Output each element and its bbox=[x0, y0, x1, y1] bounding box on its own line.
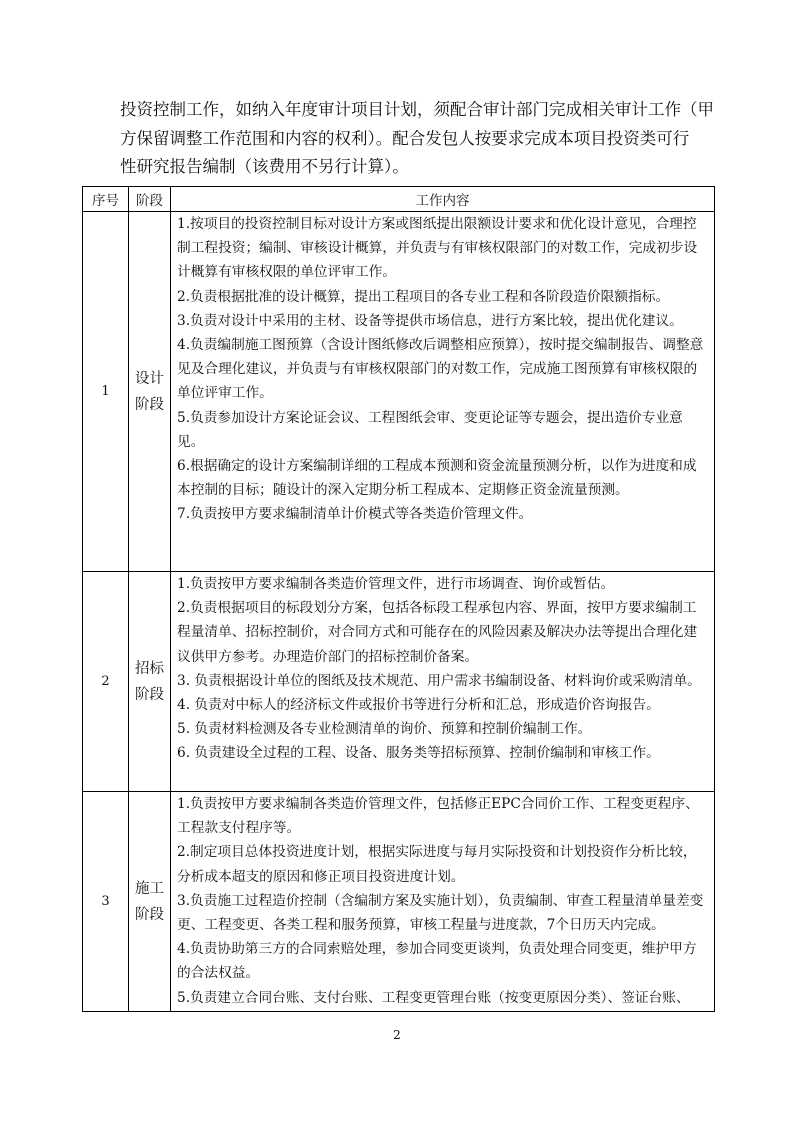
content-item: 2.制定项目总体投资进度计划，根据实际进度与每月实际投资和计划投资作分析比较，分析成本超支的原因和修正项目投资进度计划。 bbox=[177, 844, 697, 885]
content-item: 2.负责根据批准的设计概算，提出工程项目的各专业工程和各阶段造价限额指标。 bbox=[177, 288, 670, 305]
row-number: 3 bbox=[83, 792, 129, 1012]
row-phase bbox=[129, 792, 171, 1012]
intro-line: 投资控制工作，如纳入年度审计项目计划，须配合审计部门完成相关审计工作（甲 bbox=[120, 100, 714, 119]
content-item: 1.负责按甲方要求编制各类造价管理文件，进行市场调查、询价或暂估。 bbox=[177, 576, 615, 592]
header-work-content: 工作内容 bbox=[171, 187, 715, 212]
row-content bbox=[171, 572, 715, 792]
content-item: 7.负责按甲方要求编制清单计价模式等各类造价管理文件。 bbox=[177, 506, 533, 523]
content-item: 3.负责施工过程造价控制（含编制方案及实施计划），负责编制、审查工程量清单量差变更、工程变更、各类工程和服务预算，审核工程量与进度款，7个日历天内完成。 bbox=[177, 892, 704, 934]
content-item: 4.负责编制施工图预算（含设计图纸修改后调整相应预算），按时提交编制报告、调整意见及合理化建议，并负责与有审核权限部门的对数工作，完成施工图预算有审核权限的单位评审工作。 bbox=[177, 337, 704, 402]
header-phase: 阶段 bbox=[129, 187, 171, 212]
table-header-row bbox=[83, 187, 715, 212]
content-item: 5.负责建立合同台账、支付台账、工程变更管理台账（按变更原因分类）、签证台账、 bbox=[177, 989, 690, 1006]
phase-line: 设计 bbox=[135, 370, 164, 387]
phase-line: 阶段 bbox=[135, 906, 164, 923]
content-item: 6. 负责建设全过程的工程、设备、服务类等招标预算、控制价编制和审核工作。 bbox=[177, 745, 660, 762]
content-item: 4.负责协助第三方的合同索赔处理，参加合同变更谈判，负责处理合同变更，维护甲方的合法权益。 bbox=[177, 941, 697, 982]
row-phase bbox=[129, 572, 171, 792]
page-number: 2 bbox=[393, 1028, 401, 1042]
content-item: 3. 负责根据设计单位的图纸及技术规范、用户需求书编制设备、材料询价或采购清单。 bbox=[177, 672, 701, 689]
intro-line: 方保留调整工作范围和内容的权利）。配合发包人按要求完成本项目投资类可行 bbox=[120, 128, 690, 148]
intro-line: 性研究报告编制（该费用不另行计算）。 bbox=[120, 157, 409, 176]
header-serial-number: 序号 bbox=[83, 187, 129, 212]
content-item: 2.负责根据项目的标段划分方案，包括各标段工程承包内容、界面，按甲方要求编制工程量清单、招标控制价，对合同方式和可能存在的风险因素及解决办法等提出合理化建议供甲方参考。办理造价部门的招标控制价备案。 bbox=[177, 600, 698, 665]
content-item: 1.负责按甲方要求编制各类造价管理文件，包括修正EPC合同价工作、工程变更程序、工程款支付程序等。 bbox=[177, 796, 699, 837]
phase-line: 招标 bbox=[135, 660, 164, 677]
work-content-table bbox=[82, 186, 715, 1012]
row-number: 2 bbox=[83, 572, 129, 792]
phase-line: 施工 bbox=[135, 880, 164, 897]
phase-line: 阶段 bbox=[135, 686, 164, 703]
content-item: 3.负责对设计中采用的主材、设备等提供市场信息，进行方案比较，提出优化建议。 bbox=[177, 312, 683, 329]
content-item: 6.根据确定的设计方案编制详细的工程成本预测和资金流量预测分析，以作为进度和成本控制的目标；随设计的深入定期分析工程成本、定期修正资金流量预测。 bbox=[177, 458, 697, 499]
row-content bbox=[171, 792, 715, 1012]
row-phase bbox=[129, 212, 171, 572]
content-item: 4. 负责对中标人的经济标文件或报价书等进行分析和汇总，形成造价咨询报告。 bbox=[177, 697, 660, 714]
row-number: 1 bbox=[83, 212, 129, 572]
table-row bbox=[83, 792, 715, 1012]
table-row bbox=[83, 572, 715, 792]
row-content bbox=[171, 212, 715, 572]
content-item: 1.按项目的投资控制目标对设计方案或图纸提出限额设计要求和优化设计意见，合理控制工程投资；编制、审核设计概算，并负责与有审核权限部门的对数工作，完成初步设计概算有审核权限的单位评审工作。 bbox=[177, 216, 698, 281]
content-item: 5.负责参加设计方案论证会议、工程图纸会审、变更论证等专题会，提出造价专业意见。 bbox=[177, 409, 683, 450]
intro-paragraph bbox=[120, 96, 714, 182]
content-item: 5. 负责材料检测及各专业检测清单的询价、预算和控制价编制工作。 bbox=[177, 721, 592, 738]
phase-line: 阶段 bbox=[135, 396, 164, 413]
table-row bbox=[83, 212, 715, 572]
